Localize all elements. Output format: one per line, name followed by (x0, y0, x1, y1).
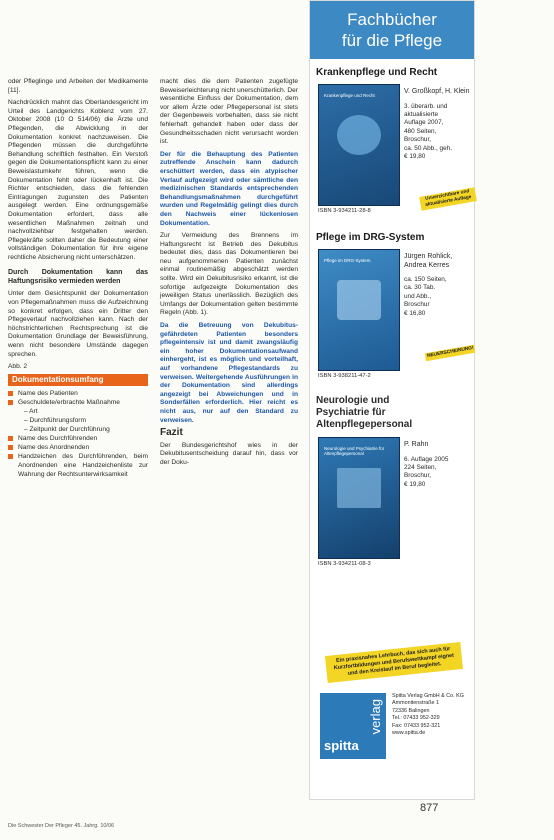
bullet-square-icon (8, 436, 13, 441)
book-author: V. Großkopf, H. Klein (404, 88, 470, 95)
book-detail-line: Auflage 2007, (404, 119, 444, 127)
publisher-line: Fax: 07433 952-321 (392, 722, 441, 729)
paragraph: Unter dem Gesichtspunkt der Dokumentation von Pflegemaßnahmen muss die Aufzeichnung so konkret erfolgen, dass ein Dritter den Pflegeverlauf nachvollziehen kann. Nach der höchstrichterlichen Rechtsprechung ist die Dokumentation Grundlage der Beweisführung, wenn nicht besondere Umstände dagegen sprechen. (8, 290, 148, 358)
cover-illustration-icon (337, 115, 381, 155)
bullet-square-icon (8, 391, 13, 396)
box-list-text: Name des Durchführenden (18, 435, 98, 443)
cover-title: Pflege im DRG-System (324, 258, 371, 263)
publisher-line: Tel.: 07433 952-329 (392, 715, 440, 722)
isbn: ISBN 3-934211-08-3 (318, 561, 371, 567)
ad-header-line: Fachbücher (347, 10, 437, 29)
publisher-line: Ammonitenstraße 1 (392, 700, 440, 707)
box-list-item (8, 416, 148, 425)
title-line: Neurologie und (316, 395, 390, 406)
book-detail-line: Broschur (404, 301, 430, 309)
publisher-address (392, 693, 464, 737)
book-detail-line: € 16,80 (404, 309, 426, 317)
book-detail-line: ca. 30 Tab. (404, 284, 436, 292)
publisher-block (310, 693, 474, 763)
book-detail-line: ca. 50 Abb., geh. (404, 144, 452, 152)
box-list-item (8, 398, 148, 407)
paragraph: oder Pfleglinge und Arbeiten der Medikamente [11]. (8, 78, 148, 94)
title-line: Altenpflegepersonal (316, 419, 413, 430)
box-list-item (8, 443, 148, 452)
figure-label: Abb. 2 (8, 363, 28, 371)
cover-title: Krankenpflege und Recht (324, 93, 375, 98)
bullet-square-icon (8, 445, 13, 450)
box-list-item (8, 425, 148, 434)
paragraph: Zur Vermeidung des Brennens im Haftungsrecht ist Betrieb des Dekubitus bedeutet dies, dass das Dokumentieren bei neu aufgenommenen Patienten zunächst einmal routinemäßig abgeschätzt werden sollte. Wird ein Dekubitusrisiko erkannt, ist die sofortige aufgezeigte Dokumentation des jeweiligen Status unerlässlich. Bezüglich des Umfangs der Dokumentation gelten bestimmte Regeln (Abb. 1). (160, 232, 298, 317)
book-info (404, 253, 470, 318)
publisher-line: www.spitta.de (392, 730, 426, 737)
book-detail-line: 224 Seiten, (404, 463, 437, 471)
section-heading: Fazit (160, 427, 183, 439)
page-number: 877 (420, 802, 439, 814)
book-author: P. Rahn (404, 441, 429, 448)
book-cover (318, 84, 400, 206)
box-list-text: – Zeitpunkt der Durchführung (24, 426, 110, 434)
sticker-label: Unverzichtbare und aktualisierte Auflage (419, 187, 477, 211)
book-detail-line: 3. überarb. und aktualisierte (404, 102, 448, 118)
bullet-square-icon (8, 454, 13, 459)
cover-title: Neurologie und Psychiatrie für Altenpflegepersonal (324, 446, 385, 456)
book-advertisement (309, 0, 475, 800)
cover-illustration-icon (337, 468, 381, 508)
spitta-logo-icon (320, 693, 386, 759)
box-list (8, 389, 148, 479)
isbn: ISBN 3-938211-47-2 (318, 373, 371, 379)
book-item[interactable] (310, 84, 474, 224)
box-list-text: – Art (24, 408, 38, 416)
book-details (404, 103, 470, 162)
book-detail-line: 480 Seiten, (404, 127, 437, 135)
book-item[interactable] (310, 437, 474, 577)
book-section-title: Pflege im DRG-System (316, 232, 425, 243)
documentation-box (8, 374, 148, 480)
subheading: Durch Dokumentation kann das Haftungsrisiko vermieden werden (8, 269, 148, 286)
book-detail-line: Broschur, (404, 136, 431, 144)
isbn: ISBN 3-934211-28-8 (318, 208, 371, 214)
highlight-paragraph: Der für die Behauptung des Patienten zutreffende Anschein kann dadurch erschüttert werden, dass ein atypischer Verlauf aufgezeigt wird oder sämtliche den medizinischen Standards entsprechenden Behandlungsmaßnahmen durchgeführt wurden und Regelmäßig gelingt dies durch den Nachweis einer lückenlosen Dokumentation. (160, 150, 298, 227)
box-list-item (8, 434, 148, 443)
book-cover (318, 249, 400, 371)
box-list-text: Handzeichen des Durchführenden, beim Anordnenden eine Handzeichenliste zur Wahrung der Rechtsunterwirksamkeit (18, 453, 148, 479)
logo-text: spitta (324, 738, 359, 753)
book-detail-line: Broschur, (404, 472, 431, 480)
box-list-text: Geschuldete/erbrachte Maßnahme (18, 399, 120, 407)
book-details (404, 456, 470, 490)
book-detail-line: 6. Auflage 2005 (404, 455, 449, 463)
box-list-item (8, 452, 148, 479)
box-title: Dokumentationsumfang (8, 374, 148, 387)
bullet-square-icon (8, 400, 13, 405)
book-cover (318, 437, 400, 559)
book-section-title: Krankenpflege und Recht (316, 67, 438, 78)
book-author: Jürgen Rohlick, Andrea Kerres (404, 253, 453, 269)
paragraph: macht dies die dem Patienten zugefügte Beweiserleichterung nicht unerschütterlich. Der wesentliche Einfluss der Dokumentation, dem vor allem Ärzte oder Pflegepersonal ist stets der Gegenbeweis vorbehalten, dass sie nicht fehlerhaft gehandelt haben oder dass der Gesundheitsschaden nicht verursacht worden ist. (160, 78, 298, 146)
box-list-text: – Durchführungsform (24, 417, 86, 425)
book-detail-line: und Abb., (404, 292, 432, 300)
sticker-label: NEUERSCHEINUNG! (425, 345, 476, 362)
book-section-title (310, 395, 474, 431)
book-info (404, 88, 470, 161)
book-info (404, 441, 470, 489)
highlight-paragraph: Da die Betreuung von Dekubitus-gefährdeten Patienten besonders pflegeintensiv ist und damit zwangsläufig ein hoher Dokumentationsaufwand einhergeht, ist es möglich und vorteilhaft, auf vorhandene Pflegestandards zu verweisen. Weitergehende Ausführungen in der Dokumentation sind allerdings angezeigt bei Abweichungen und in Sonderfällen erforderlich. Hier reicht es nicht aus, nur auf den Standard zu verweisen. (160, 322, 298, 424)
box-list-item (8, 407, 148, 416)
logo-text: verlag (368, 699, 383, 735)
book-detail-line: ca. 150 Seiten, (404, 276, 447, 283)
box-list-text: Name des Anordnenden (18, 444, 90, 452)
paragraph: Der Bundesgerichtshof wies in der Dekubitusentscheidung darauf hin, dass vor der Doku- (160, 441, 298, 466)
cover-illustration-icon (337, 280, 381, 320)
book-details (404, 276, 470, 318)
promo-sticker: Ein praxisnahes Lehrbuch, das sich auch für Kurzfortbildungen und Berufswettkampf eignet und den Kreislauf im Beruf begleitet. (325, 642, 463, 683)
publisher-line: Spitta Verlag GmbH & Co. KG (392, 693, 464, 699)
ad-header (310, 1, 474, 59)
text-column-middle (160, 78, 298, 472)
book-detail-line: € 19,80 (404, 480, 426, 488)
footer-journal: Die Schwester Der Pfleger 45. Jahrg. 10/06 (8, 823, 115, 829)
box-list-text: Name des Patienten (18, 390, 78, 398)
book-item[interactable] (310, 249, 474, 389)
text-column-left (8, 78, 148, 479)
ad-header-line: für die Pflege (341, 31, 443, 50)
box-list-item (8, 389, 148, 398)
book-detail-line: € 19,80 (404, 152, 426, 160)
publisher-line: 72336 Balingen (392, 707, 430, 714)
title-line: Psychiatrie für (316, 407, 386, 418)
paragraph: Nachdrücklich mahnt das Oberlandesgericht im Urteil des Landgerichts Koblenz vom 27. Oktober 2008 (10 O 514/06) die Ärzte und Pflegenden, die Abwicklung in der Dokumentation konkret nachzuweisen. Die Pflegenden müssen die durchgeführte Behandlung schriftlich festhalten. Ein Verstoß gegen die Dokumentationspflicht kann zu einer Beweislastumkehr führen, wenn die Dokumentation fehlt oder lückenhaft ist. Die Richter entschieden, dass die fehlenden Eintragungen zugunsten des Patienten ausgelegt werden. Eine ordnungsgemäße Dokumentation erfordert, dass alle wesentlichen Maßnahmen zeitnah und nachvollziehbar festgehalten werden. Pflegekräfte sollten daher die Bedeutung einer vollständigen Dokumentation für ihre eigene rechtliche Absicherung nicht unterschätzen. (8, 99, 148, 261)
